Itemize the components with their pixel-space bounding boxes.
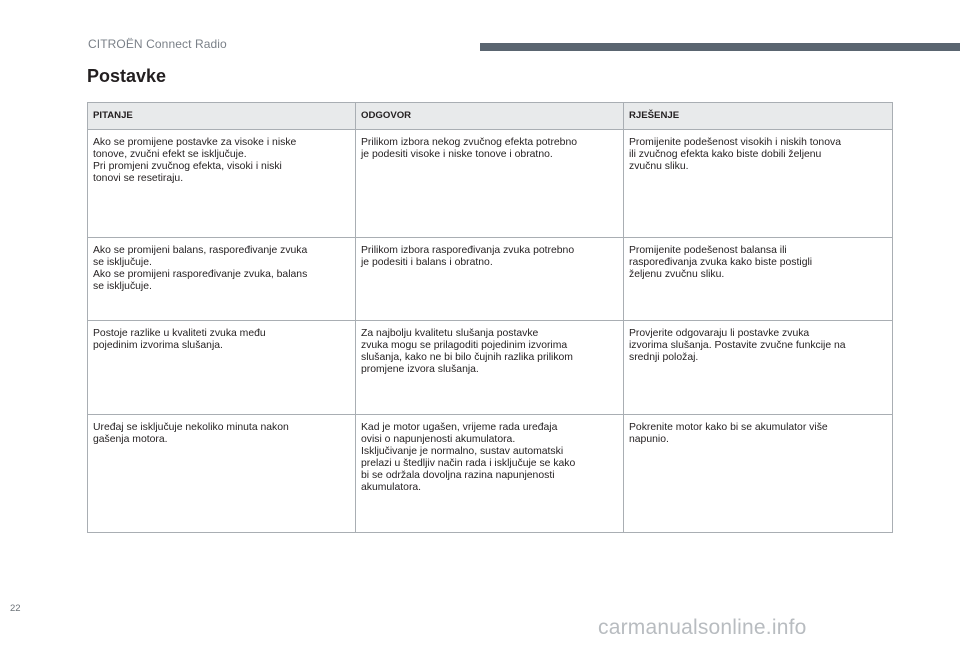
header-bar (480, 43, 960, 51)
page-number: 22 (10, 603, 21, 614)
table-row (88, 321, 893, 415)
answer-cell: Za najbolju kvalitetu slušanja postavke zvuka mogu se prilagoditi pojedinim izvorima slušanja, kako ne bi bilo čujnih razlika prilikom promjene izvora slušanja. (356, 321, 624, 415)
watermark: carmanualsonline.info (598, 616, 807, 639)
solution-cell: Promijenite podešenost visokih i niskih tonova ili zvučnog efekta kako biste dobili željenu zvučnu sliku. (624, 130, 893, 238)
question-cell: Postoje razlike u kvaliteti zvuka među pojedinim izvorima slušanja. (88, 321, 356, 415)
column-header-solution: RJEŠENJE (624, 103, 893, 130)
table-row (88, 238, 893, 321)
answer-cell: Prilikom izbora nekog zvučnog efekta potrebno je podesiti visoke i niske tonove i obratno. (356, 130, 624, 238)
question-cell: Ako se promijene postavke za visoke i niske tonove, zvučni efekt se isključuje. Pri promjeni zvučnog efekta, visoki i niski tonovi se resetiraju. (88, 130, 356, 238)
solution-cell: Pokrenite motor kako bi se akumulator više napunio. (624, 415, 893, 533)
solution-cell: Provjerite odgovaraju li postavke zvuka izvorima slušanja. Postavite zvučne funkcije na srednji položaj. (624, 321, 893, 415)
solution-cell: Promijenite podešenost balansa ili raspoređivanja zvuka kako biste postigli željenu zvučnu sliku. (624, 238, 893, 321)
answer-cell: Kad je motor ugašen, vrijeme rada uređaja ovisi o napunjenosti akumulatora. Isključivanje je normalno, sustav automatski prelazi u štedljiv način rada i isključuje se kako bi se održala dovoljna razina napunjenosti akumulatora. (356, 415, 624, 533)
section-title: Postavke (87, 66, 167, 86)
table-row (88, 130, 893, 238)
table-header-row (88, 103, 893, 130)
table-row (88, 415, 893, 533)
question-cell: Uređaj se isključuje nekoliko minuta nakon gašenja motora. (88, 415, 356, 533)
faq-table (87, 102, 893, 533)
question-cell: Ako se promijeni balans, raspoređivanje zvuka se isključuje. Ako se promijeni raspoređivanje zvuka, balans se isključuje. (88, 238, 356, 321)
column-header-question: PITANJE (88, 103, 356, 130)
column-header-answer: ODGOVOR (356, 103, 624, 130)
answer-cell: Prilikom izbora raspoređivanja zvuka potrebno je podesiti i balans i obratno. (356, 238, 624, 321)
manual-title: CITROËN Connect Radio (88, 37, 227, 51)
